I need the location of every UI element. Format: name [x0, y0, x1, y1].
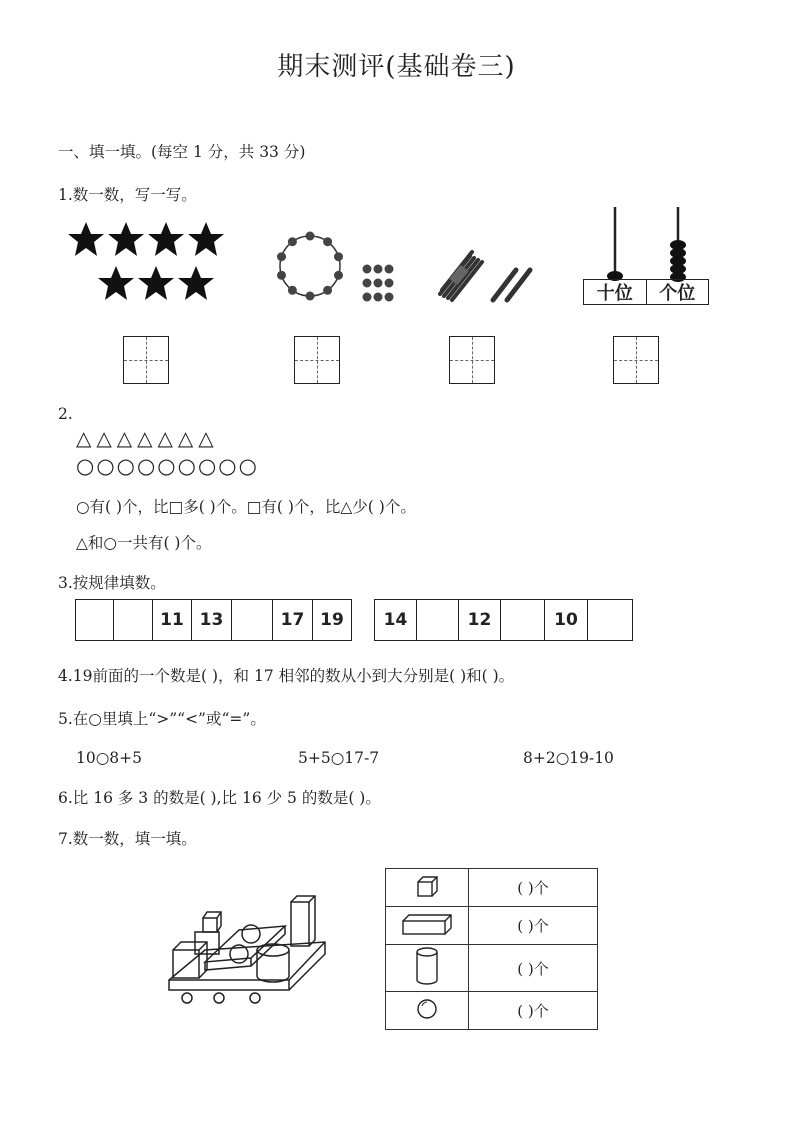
q5-item-2: 5+5○17-7: [298, 749, 380, 767]
shape-cell: [386, 992, 469, 1030]
answer-cell[interactable]: ( )个: [469, 869, 598, 907]
q1-label: 1.数一数，写一写。: [58, 186, 197, 204]
table-row: [386, 907, 598, 945]
circles-row: ○○○○○○○○○: [76, 454, 259, 478]
page-title: 期末测评(基础卷三): [277, 52, 516, 82]
q2-line-2: △和○一共有( )个。: [76, 534, 212, 552]
sphere-icon: [415, 997, 439, 1021]
cube-icon: [414, 873, 440, 899]
triangles-row: △△△△△△△: [76, 426, 219, 450]
q7-label: 7.数一数，填一填。: [58, 830, 197, 848]
shape-cell: [386, 907, 469, 945]
seq1-cell[interactable]: [76, 600, 114, 640]
bead-ring-icon: [280, 236, 340, 296]
cylinder-icon: [414, 946, 440, 986]
answer-box-sticks[interactable]: [449, 336, 495, 384]
beads-group: [272, 228, 402, 308]
seq1-cell: 19: [320, 610, 344, 630]
q7-count-table: [385, 868, 598, 1030]
cuboid-icon: [400, 911, 454, 937]
seq2-cell[interactable]: [501, 600, 545, 640]
section-1-heading: 一、填一填。(每空 1 分，共 33 分): [58, 143, 306, 161]
seq1-cell: 11: [153, 600, 192, 640]
sequence-1: [75, 599, 352, 641]
star-icons: [68, 222, 224, 300]
answer-box-beads[interactable]: [294, 336, 340, 384]
sticks-group: [436, 248, 546, 308]
q5-item-1: 10○8+5: [76, 749, 142, 767]
q3-label: 3.按规律填数。: [58, 574, 166, 592]
abacus-ones-label: 个位: [659, 283, 696, 304]
answer-box-stars[interactable]: [123, 336, 169, 384]
q6-text: 6.比 16 多 3 的数是( ),比 16 少 5 的数是( )。: [58, 789, 381, 807]
seq1-cell: 17: [273, 600, 313, 640]
seq2-cell[interactable]: [588, 600, 632, 640]
seq1-cell[interactable]: [114, 600, 153, 640]
loose-beads-icon: [363, 265, 394, 302]
seq1-cell[interactable]: [232, 600, 273, 640]
q5-item-3: 8+2○19-10: [523, 749, 614, 767]
block-vehicle-icon: [165, 892, 333, 1010]
table-row: [386, 992, 598, 1030]
seq2-cell: 12: [459, 600, 501, 640]
seq2-cell: 10: [545, 600, 588, 640]
table-row: [386, 945, 598, 992]
answer-cell[interactable]: ( )个: [469, 907, 598, 945]
table-row: [386, 869, 598, 907]
shape-cell: [386, 945, 469, 992]
q2-label: 2.: [58, 405, 73, 423]
q5-label: 5.在○里填上“>”“<”或“=”。: [58, 710, 266, 728]
abacus-tens-label: 十位: [584, 280, 647, 304]
q4-text: 4.19前面的一个数是( )，和 17 相邻的数从小到大分别是( )和( )。: [58, 667, 515, 685]
shape-cell: [386, 869, 469, 907]
answer-box-abacus[interactable]: [613, 336, 659, 384]
single-sticks-icon: [493, 270, 530, 300]
stars-group: [62, 218, 232, 308]
abacus: [583, 205, 711, 307]
sequence-2: [374, 599, 633, 641]
seq2-cell: 14: [375, 600, 417, 640]
answer-cell[interactable]: ( )个: [469, 945, 598, 992]
q2-line-1: ○有( )个，比□多( )个。□有( )个，比△少( )个。: [76, 498, 416, 516]
seq2-cell[interactable]: [417, 600, 459, 640]
seq1-cell: 13: [192, 600, 232, 640]
answer-cell[interactable]: ( )个: [469, 992, 598, 1030]
